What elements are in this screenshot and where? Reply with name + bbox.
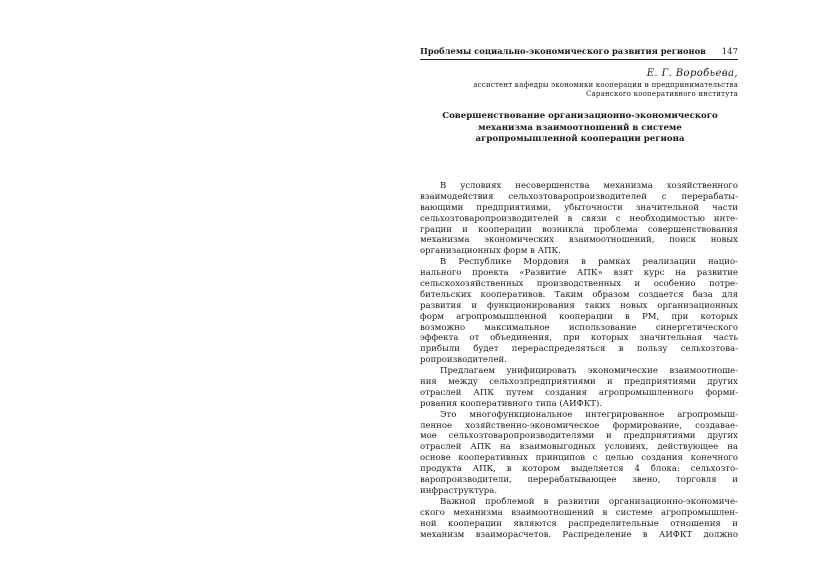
body-line: инфраструктура. bbox=[420, 485, 498, 496]
author-name: Е. Г. Воробьева, bbox=[646, 68, 738, 79]
article-title bbox=[432, 111, 728, 146]
body-line: возможно максимальное использование синергетического bbox=[420, 322, 738, 333]
body-line: Это многофункциональное интегрированное агропромыш- bbox=[440, 409, 738, 420]
body-line: взаимодействия сельхозтоваропроизводителей с перерабаты- bbox=[420, 191, 738, 202]
body-line: рования кооперативного типа (АИФКТ). bbox=[420, 398, 603, 409]
body-line: мое сельхозтоваропроизводителями и предприятиями других bbox=[420, 431, 738, 442]
body-line: Предлагаем унифицировать экономические взаимоотноше- bbox=[440, 366, 738, 377]
body-line: бительских кооперативов. Таким образом создается база для bbox=[420, 289, 738, 300]
body-line: развития и функционирования таких новых организационных bbox=[420, 300, 738, 311]
body-line: В Республике Мордовия в рамках реализации нацио- bbox=[440, 257, 738, 268]
affiliation-line: Саранского кооперативного института bbox=[585, 90, 738, 98]
body-line: сельхозтоваропроизводителей в связи с необходимостью инте- bbox=[420, 213, 738, 224]
body-line: организационных форм в АПК. bbox=[420, 246, 561, 257]
article-body bbox=[420, 181, 738, 540]
title-line: агропромышленной кооперации региона bbox=[475, 134, 685, 144]
body-line: механизма экономических взаимоотношений, поиск новых bbox=[420, 235, 738, 246]
affiliation-line: ассистент кафедры экономики кооперации и предпринимательства bbox=[473, 81, 738, 89]
body-line: основе кооперативных принципов с целью создания конечного bbox=[420, 453, 738, 464]
body-line: ной кооперации являются распределительные отношения и bbox=[420, 518, 738, 529]
body-line: эффекта от объединения, при которых значительная часть bbox=[420, 333, 738, 344]
body-line: Важной проблемой в развитии организационно-экономиче- bbox=[440, 496, 738, 507]
body-line: сельскохозяйственных производственных и особенно потре- bbox=[420, 279, 738, 290]
body-line: продукта АПК, в котором выделяется 4 блока: сельхозто- bbox=[420, 464, 738, 475]
body-line: грации и кооперации возникла проблема совершенствования bbox=[420, 224, 738, 235]
body-line: ропроизводителей. bbox=[420, 355, 507, 366]
author-affiliation bbox=[438, 81, 738, 99]
body-line: варопроизводители, перерабатывающее звено, торговля и bbox=[420, 475, 738, 486]
body-line: ленное хозяйственно-экономическое формирование, создавае- bbox=[420, 420, 738, 431]
body-line: ского механизма взаимоотношений в системе агропромышлен- bbox=[420, 507, 738, 518]
running-header bbox=[420, 46, 738, 60]
body-line: вающими предприятиями, убыточности значительной части bbox=[420, 202, 738, 213]
title-line: Совершенствование организационно-экономического bbox=[442, 111, 718, 121]
body-line: В условиях несовершенства механизма хозяйственного bbox=[440, 181, 738, 191]
body-line: прибыли будет перераспределяться в пользу сельхозтова- bbox=[420, 344, 738, 355]
body-line: форм агропромышленной кооперации в РМ, при которых bbox=[420, 311, 738, 322]
body-line: механизм взаиморасчетов. Распределение в АИФКТ должно bbox=[420, 529, 738, 540]
journal-title: Проблемы социально-экономического развития регионов bbox=[420, 46, 706, 56]
body-line: отраслей АПК путем создания агропромышленного форми- bbox=[420, 387, 738, 398]
body-line: нального проекта «Развитие АПК» взят курс на развитие bbox=[420, 268, 738, 279]
page-number: 147 bbox=[721, 47, 738, 57]
title-line: механизма взаимоотношений в системе bbox=[478, 122, 682, 133]
body-line: ния между сельхозпредприятиями и предприятиями других bbox=[420, 377, 738, 388]
body-line: отраслей АПК на взаимовыгодных условиях, действующее на bbox=[420, 442, 738, 453]
